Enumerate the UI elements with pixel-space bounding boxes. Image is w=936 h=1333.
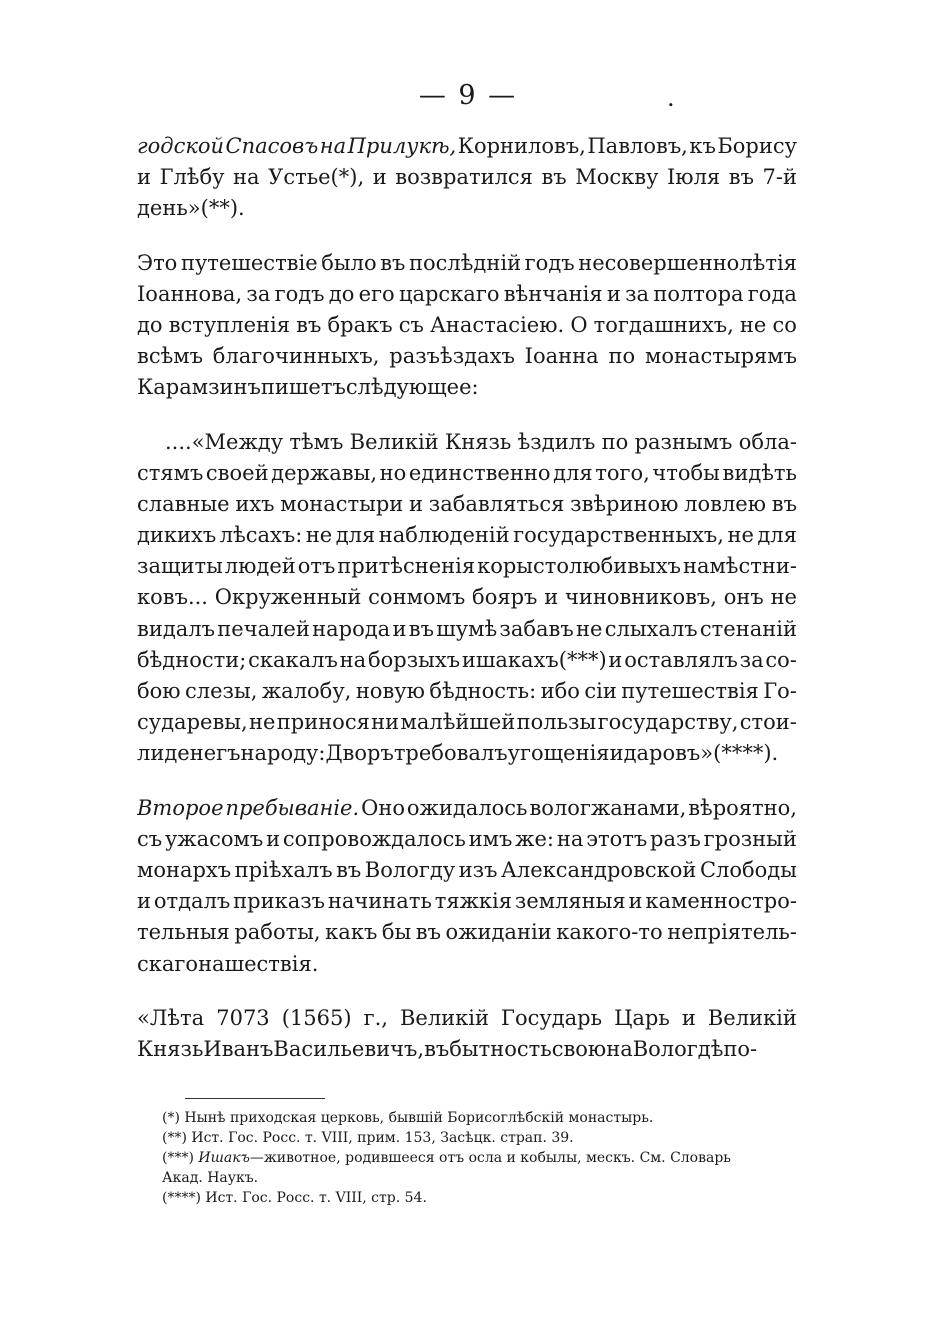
word: ожиданіи bbox=[445, 920, 552, 945]
word: со- bbox=[765, 647, 797, 672]
word: полтора bbox=[653, 281, 744, 306]
text-line bbox=[137, 614, 797, 645]
text-line bbox=[137, 427, 797, 458]
word: и bbox=[372, 165, 387, 190]
text-line bbox=[137, 310, 797, 341]
word: по bbox=[608, 344, 636, 369]
text-line bbox=[137, 279, 797, 310]
word: за bbox=[739, 647, 764, 672]
word: Царь bbox=[614, 1005, 670, 1030]
word: этотъ bbox=[586, 826, 648, 851]
word: ужасомъ bbox=[164, 826, 264, 851]
word: и bbox=[266, 826, 281, 851]
word: послѣдній bbox=[409, 250, 522, 275]
word: къ bbox=[689, 134, 716, 158]
word: Борису bbox=[717, 134, 797, 158]
word: день»(**). bbox=[137, 196, 245, 221]
word: въ bbox=[336, 857, 362, 882]
word: на bbox=[339, 647, 367, 672]
word: ....«Между bbox=[165, 429, 284, 454]
text-line bbox=[137, 886, 797, 917]
word: и bbox=[608, 647, 623, 672]
word: слѣдующее: bbox=[345, 375, 479, 400]
word: сонмомъ bbox=[368, 585, 466, 610]
word: Окруженный bbox=[214, 585, 362, 610]
word: бою bbox=[137, 679, 181, 703]
word: наблюденій bbox=[378, 523, 510, 548]
word: стямъ bbox=[137, 460, 204, 485]
word: Великій bbox=[399, 1005, 490, 1030]
word: денегъ bbox=[164, 741, 241, 766]
word: грозный bbox=[703, 826, 797, 851]
word: царскаго bbox=[398, 281, 500, 306]
word: того, bbox=[595, 460, 650, 485]
word: малѣйшей bbox=[400, 710, 516, 735]
footnote-text: (****) Ист. Гос. Росс. т. VIII, стр. 54. bbox=[162, 1190, 427, 1206]
word: земляныя bbox=[514, 889, 626, 914]
word: Іоанна bbox=[524, 344, 599, 369]
text-line bbox=[137, 341, 797, 372]
word: требовалъ bbox=[393, 741, 508, 766]
word: Слободы bbox=[699, 857, 797, 882]
word: оставлялъ bbox=[624, 647, 738, 672]
word: Го- bbox=[763, 679, 797, 703]
text-line bbox=[137, 1034, 797, 1065]
word: годской bbox=[137, 134, 225, 158]
word: стои- bbox=[739, 710, 797, 735]
word: и bbox=[544, 585, 559, 610]
text-line bbox=[137, 489, 797, 520]
word: бракъ bbox=[327, 312, 393, 337]
word: въ bbox=[771, 491, 797, 516]
word: путешествіе bbox=[180, 250, 318, 275]
word: какого-то bbox=[556, 920, 663, 945]
word: скакалъ bbox=[248, 647, 338, 672]
text-line bbox=[137, 707, 797, 738]
word: не bbox=[305, 523, 333, 548]
word: бояръ bbox=[472, 585, 538, 610]
word: сударевы, bbox=[137, 710, 248, 735]
word: непріятель- bbox=[667, 920, 797, 945]
word: вологжанами, bbox=[529, 795, 687, 820]
word: для bbox=[335, 523, 376, 548]
word: въ bbox=[424, 1036, 450, 1061]
word: не bbox=[739, 312, 767, 337]
word: бѣдности; bbox=[137, 647, 247, 672]
text-line bbox=[137, 738, 797, 769]
word: видалъ bbox=[137, 616, 215, 641]
word: скаго bbox=[137, 951, 199, 976]
word: слезы, bbox=[185, 679, 258, 703]
word: жалобу, bbox=[261, 679, 352, 703]
word: со bbox=[772, 312, 797, 337]
word: на bbox=[233, 165, 260, 190]
word: защиты bbox=[137, 554, 223, 579]
word: г., bbox=[363, 1005, 388, 1030]
word: въ bbox=[728, 165, 754, 190]
word: корыстолюбивыхъ bbox=[477, 554, 682, 579]
word: на bbox=[319, 134, 347, 158]
text-line bbox=[137, 1003, 797, 1034]
word: народа bbox=[312, 616, 391, 641]
word: онъ bbox=[723, 585, 764, 610]
word: не bbox=[248, 710, 276, 735]
word: Павловъ, bbox=[587, 134, 688, 158]
word: намѣстни- bbox=[682, 554, 797, 579]
word: Іоаннова, bbox=[137, 281, 243, 306]
word: монархъ bbox=[137, 857, 232, 882]
word: Великій bbox=[349, 429, 439, 454]
word: Дворъ bbox=[325, 741, 394, 766]
word: вступленія bbox=[168, 312, 291, 337]
text-line bbox=[137, 162, 797, 193]
word: и bbox=[137, 889, 151, 914]
word: въ bbox=[408, 616, 434, 641]
word: Анастасіею. bbox=[429, 312, 565, 337]
footnote bbox=[162, 1168, 792, 1188]
word: ловлею bbox=[684, 491, 767, 516]
word: ожидалось bbox=[406, 795, 528, 820]
word: каменностро- bbox=[645, 889, 797, 914]
word: новую bbox=[355, 679, 425, 703]
word: имъ bbox=[468, 826, 513, 851]
footnote bbox=[162, 1108, 792, 1128]
word: несовершеннолѣтія bbox=[578, 250, 797, 275]
word: съ bbox=[398, 312, 424, 337]
word: монастырямъ bbox=[644, 344, 797, 369]
word: Оно bbox=[361, 795, 405, 820]
word: тогдашнихъ, bbox=[593, 312, 734, 337]
word: по- bbox=[723, 1036, 758, 1061]
footnote-text: (***) bbox=[162, 1150, 199, 1166]
word: монастыри bbox=[280, 491, 404, 516]
word: какъ bbox=[325, 920, 378, 945]
footnote-text: (*) Нынѣ приходская церковь, бывшій Борисоглѣбскій монастырь. bbox=[162, 1110, 654, 1126]
page-number: — 9 — bbox=[418, 80, 518, 111]
text-line bbox=[137, 193, 797, 224]
word: за bbox=[246, 281, 271, 306]
word: (1565) bbox=[281, 1005, 352, 1030]
word: пользы bbox=[516, 710, 597, 735]
word: Александровской bbox=[500, 857, 697, 882]
word: своей bbox=[205, 460, 269, 485]
text-line bbox=[137, 676, 797, 707]
word: ишакахъ(***) bbox=[461, 647, 607, 672]
word: благочинныхъ, bbox=[212, 344, 380, 369]
word: и bbox=[628, 889, 643, 914]
word: года bbox=[747, 281, 797, 306]
word: годъ bbox=[274, 281, 325, 306]
word: ибо bbox=[540, 679, 580, 703]
text-line bbox=[137, 949, 797, 980]
word: Іюля bbox=[667, 165, 721, 190]
footnote bbox=[162, 1148, 792, 1168]
word: чтобы bbox=[652, 460, 720, 485]
text-line bbox=[137, 372, 797, 403]
footnote bbox=[162, 1128, 792, 1148]
word: приказъ bbox=[233, 889, 326, 914]
main-text bbox=[137, 131, 797, 1065]
word: народу: bbox=[240, 741, 326, 766]
word: бѣдность: bbox=[429, 679, 537, 703]
word: звѣриною bbox=[570, 491, 679, 516]
word: борзыхъ bbox=[367, 647, 461, 672]
word: О bbox=[570, 312, 588, 337]
word: государству, bbox=[597, 710, 739, 735]
text-line bbox=[137, 645, 797, 676]
word: ни bbox=[371, 710, 400, 735]
word: государственныхъ, bbox=[513, 523, 724, 548]
word: державы, bbox=[271, 460, 378, 485]
word: нашествія. bbox=[198, 951, 319, 976]
word: отдалъ bbox=[153, 889, 231, 914]
word: обла- bbox=[738, 429, 797, 454]
word: 7-й bbox=[762, 165, 797, 190]
word: возвратился bbox=[395, 165, 533, 190]
word: шумѣ bbox=[436, 616, 498, 641]
word: людей bbox=[224, 554, 296, 579]
word: «Лѣта bbox=[137, 1005, 205, 1030]
word: Великій bbox=[707, 1005, 797, 1030]
word: Карамзинъ bbox=[137, 375, 261, 400]
word: въ bbox=[380, 250, 406, 275]
word: пріѣхалъ bbox=[234, 857, 333, 882]
word: было bbox=[321, 250, 377, 275]
word: бытность bbox=[449, 1036, 552, 1061]
word: въ bbox=[415, 920, 441, 945]
word: 7073 bbox=[216, 1005, 270, 1030]
word: славные bbox=[137, 491, 230, 516]
word: пребываніе. bbox=[225, 795, 360, 820]
word: разъѣздахъ bbox=[389, 344, 515, 369]
word: изъ bbox=[458, 857, 498, 882]
word: Князь bbox=[137, 1036, 204, 1061]
word: Князь bbox=[444, 429, 512, 454]
paragraph-gap bbox=[137, 980, 797, 1003]
text-line bbox=[137, 248, 797, 279]
word: притѣсненія bbox=[337, 554, 476, 579]
word: Васильевичъ, bbox=[273, 1036, 425, 1061]
word: въ bbox=[541, 165, 567, 190]
word: слыхалъ bbox=[604, 616, 698, 641]
text-line bbox=[137, 458, 797, 489]
word: сіи bbox=[584, 679, 617, 703]
word: Второе bbox=[137, 795, 224, 820]
word: вѣнчанія bbox=[503, 281, 603, 306]
word: Корниловъ, bbox=[457, 134, 586, 158]
word: всѣмъ bbox=[137, 344, 203, 369]
word: не bbox=[770, 585, 797, 610]
text-line bbox=[137, 824, 797, 855]
footnote-text: Акад. Наукъ. bbox=[162, 1170, 259, 1186]
word: на bbox=[556, 826, 584, 851]
word: не bbox=[727, 523, 754, 548]
word: на bbox=[606, 1036, 633, 1061]
text-line bbox=[137, 520, 797, 551]
word: ѣздилъ bbox=[517, 429, 596, 454]
word: же: bbox=[515, 826, 554, 851]
word: и bbox=[409, 491, 424, 516]
word: бы bbox=[381, 920, 412, 945]
text-line bbox=[137, 582, 797, 613]
footnote-separator bbox=[185, 1098, 325, 1099]
word: разнымъ bbox=[634, 429, 733, 454]
word: Государь bbox=[501, 1005, 603, 1030]
word: дикихъ bbox=[137, 523, 217, 548]
word: и bbox=[609, 741, 624, 766]
paragraph-gap bbox=[137, 404, 797, 427]
word: печалей bbox=[217, 616, 310, 641]
word: до bbox=[137, 312, 163, 337]
word: съ bbox=[137, 826, 163, 851]
footnote-text: Ишакъ bbox=[198, 1150, 250, 1166]
word: даровъ»(****). bbox=[623, 741, 779, 766]
word: работы, bbox=[234, 920, 321, 945]
word: и bbox=[137, 165, 151, 190]
text-line bbox=[137, 131, 797, 162]
word: путешествія bbox=[621, 679, 759, 703]
word: за bbox=[625, 281, 650, 306]
word: свою bbox=[551, 1036, 607, 1061]
word: вѣроятно, bbox=[688, 795, 797, 820]
footnote bbox=[162, 1188, 792, 1208]
word: и bbox=[606, 281, 621, 306]
word: принося bbox=[276, 710, 370, 735]
text-line bbox=[137, 917, 797, 948]
word: ковъ... bbox=[137, 585, 208, 610]
word: Иванъ bbox=[203, 1036, 274, 1061]
word: Москву bbox=[575, 165, 659, 190]
word: Прилукѣ, bbox=[347, 134, 457, 158]
word: годъ bbox=[524, 250, 575, 275]
word: для bbox=[757, 523, 797, 548]
word: разъ bbox=[650, 826, 701, 851]
word: стенаній bbox=[699, 616, 797, 641]
word: забавъ bbox=[499, 616, 574, 641]
word: Спасовъ bbox=[225, 134, 319, 158]
word: чиновниковъ, bbox=[564, 585, 717, 610]
word: не bbox=[576, 616, 603, 641]
word: единственно bbox=[408, 460, 551, 485]
word: для bbox=[553, 460, 593, 485]
word: тяжкія bbox=[434, 889, 513, 914]
footnote-text: —животное, родившееся отъ осла и кобылы, мескъ. См. Словарь bbox=[249, 1150, 731, 1166]
word: Устье(*), bbox=[268, 165, 365, 190]
word: Это bbox=[137, 250, 178, 275]
page-mark: . bbox=[667, 84, 675, 112]
word: видѣть bbox=[722, 460, 797, 485]
word: и bbox=[681, 1005, 696, 1030]
word: тельныя bbox=[137, 920, 230, 945]
word: въ bbox=[296, 312, 322, 337]
word: и bbox=[392, 616, 407, 641]
paragraph-gap bbox=[137, 770, 797, 793]
word: пишетъ bbox=[260, 375, 346, 400]
text-line bbox=[137, 551, 797, 582]
word: до bbox=[328, 281, 355, 306]
word: но bbox=[379, 460, 407, 485]
word: ихъ bbox=[235, 491, 275, 516]
word: лѣсахъ: bbox=[219, 523, 303, 548]
word: ли bbox=[137, 741, 165, 766]
word: забавляться bbox=[428, 491, 565, 516]
word: Глѣбу bbox=[159, 165, 225, 190]
word: Вологду bbox=[364, 857, 456, 882]
footnote-text: (**) Ист. Гос. Росс. т. VIII, прим. 153, Засѣцк. страп. 39. bbox=[162, 1130, 574, 1146]
word: Вологдѣ bbox=[632, 1036, 724, 1061]
paragraph-gap bbox=[137, 225, 797, 248]
text-line bbox=[137, 855, 797, 886]
footnotes bbox=[162, 1108, 792, 1208]
text-line bbox=[137, 793, 797, 824]
word: сопровождалось bbox=[282, 826, 466, 851]
word: его bbox=[358, 281, 395, 306]
word: по bbox=[601, 429, 629, 454]
word: угощенія bbox=[507, 741, 610, 766]
word: тѣмъ bbox=[289, 429, 344, 454]
word: отъ bbox=[297, 554, 336, 579]
word: начинать bbox=[327, 889, 432, 914]
